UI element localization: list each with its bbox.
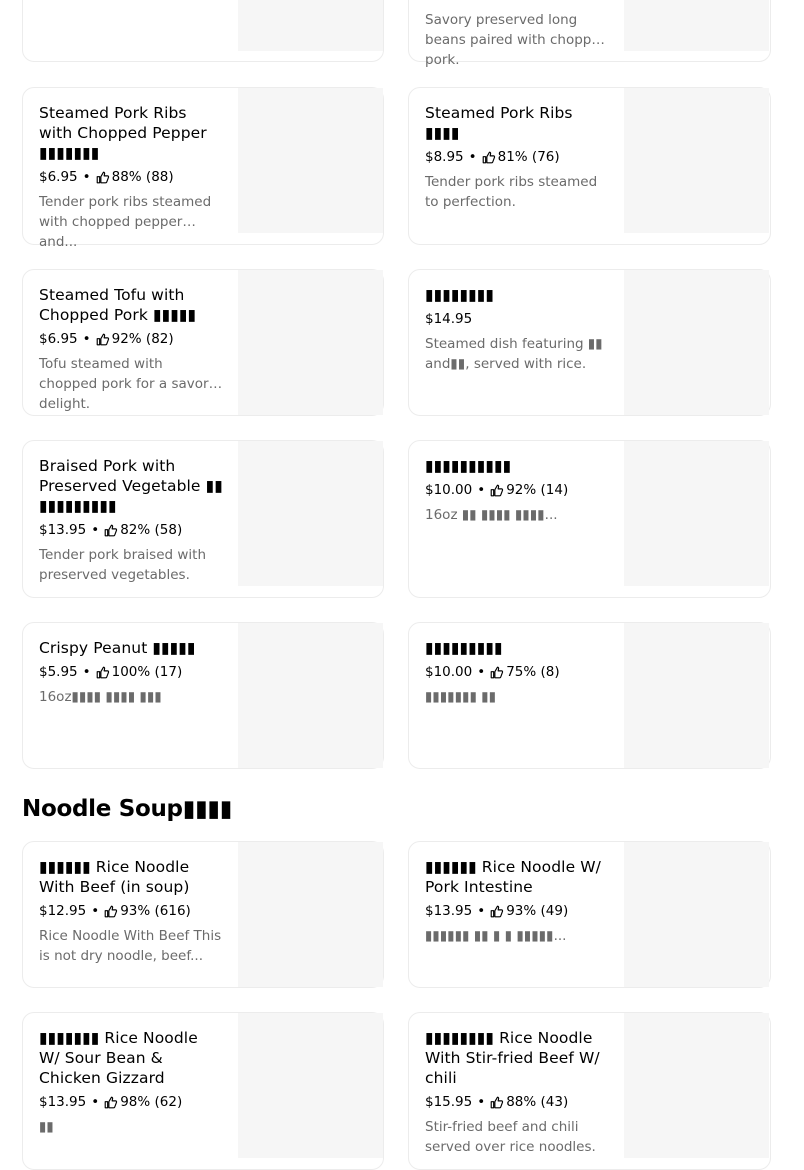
menu-item-price: $5.95 xyxy=(39,664,78,680)
menu-item-meta xyxy=(39,1093,223,1111)
menu-item-name: ▮▮▮▮▮▮ Rice Noodle With Beef (in soup) xyxy=(39,858,190,896)
menu-item-rating: 82% (58) xyxy=(120,522,183,538)
separator-dot: • xyxy=(82,664,91,680)
menu-item-card[interactable] xyxy=(408,440,771,598)
menu-item-name: ▮▮▮▮▮▮▮▮▮▮ xyxy=(425,457,512,475)
thumbs-up-icon xyxy=(490,484,503,497)
menu-item-name: ▮▮▮▮▮▮ Rice Noodle W/ Pork Intestine xyxy=(425,858,601,896)
menu-item-name: Steamed Pork Ribs with Chopped Pepper ▮▮▮▮▮▮▮ xyxy=(39,104,207,162)
menu-item-rating: 93% (616) xyxy=(120,903,191,919)
menu-item-name: ▮▮▮▮▮▮▮▮ Rice Noodle With Stir-fried Beef W/ chili xyxy=(425,1029,600,1087)
thumbs-up-icon xyxy=(482,151,495,164)
menu-item-meta xyxy=(39,168,223,186)
menu-item-description: ▮▮ xyxy=(39,1119,54,1135)
menu-item-image xyxy=(624,270,769,415)
menu-item-image xyxy=(624,1013,769,1158)
menu-item-image xyxy=(624,623,769,768)
menu-item-card[interactable] xyxy=(408,0,771,68)
separator-dot: • xyxy=(91,522,100,538)
menu-item-description: Savory preserved long beans paired with chopped pork. xyxy=(425,12,609,68)
menu-item-price: $8.95 xyxy=(425,149,464,165)
thumbs-up-icon xyxy=(104,524,117,537)
menu-item-description: Rice Noodle With Beef This is not dry noodle, beef... xyxy=(39,928,222,964)
menu-item-rating: 93% (49) xyxy=(506,903,569,919)
menu-item-price: $13.95 xyxy=(425,903,473,919)
separator-dot: • xyxy=(468,149,477,165)
menu-item-card[interactable] xyxy=(22,87,384,250)
menu-item-image xyxy=(624,842,769,987)
menu-item-description: Tender pork braised with preserved vegetables. xyxy=(39,547,207,583)
menu-item-card[interactable] xyxy=(22,841,384,988)
thumbs-up-icon xyxy=(490,666,503,679)
section-title-noodle-soup: Noodle Soup▮▮▮▮ xyxy=(22,796,233,822)
menu-item-description: Tofu steamed with chopped pork for a savory delight. xyxy=(39,356,217,412)
menu-item-description: Tender pork ribs steamed to perfection. xyxy=(425,174,598,210)
menu-item-meta xyxy=(39,902,223,920)
menu-item-name: Braised Pork with Preserved Vegetable ▮▮ ▮▮▮▮▮▮▮▮▮ xyxy=(39,457,223,515)
menu-item-image xyxy=(238,1013,383,1158)
menu-item-name: Crispy Peanut ▮▮▮▮▮ xyxy=(39,639,196,657)
menu-item-rating: 100% (17) xyxy=(111,664,183,680)
separator-dot: • xyxy=(91,1094,100,1110)
menu-item-meta xyxy=(425,663,609,681)
menu-item-description: 16oz▮▮▮▮ ▮▮▮▮ ▮▮▮ xyxy=(39,689,162,705)
menu-item-description: ▮▮▮▮▮▮▮ ▮▮ xyxy=(425,689,497,705)
separator-dot: • xyxy=(477,1094,486,1110)
menu-item-description: Tender pork ribs steamed with chopped pepper and... xyxy=(39,194,212,250)
menu-item-image xyxy=(238,441,383,586)
menu-item-card[interactable] xyxy=(22,269,384,416)
menu-item-name: ▮▮▮▮▮▮▮ Rice Noodle W/ Sour Bean & Chicken Gizzard xyxy=(39,1029,198,1087)
menu-item-name: Steamed Pork Ribs ▮▮▮▮ xyxy=(425,104,573,142)
separator-dot: • xyxy=(477,664,486,680)
menu-item-price: $12.95 xyxy=(39,903,87,919)
thumbs-up-icon xyxy=(104,1096,117,1109)
menu-item-image xyxy=(624,0,769,51)
menu-item-price: $13.95 xyxy=(39,1094,87,1110)
menu-item-rating: 75% (8) xyxy=(506,664,560,680)
separator-dot: • xyxy=(82,169,91,185)
menu-item-price: $6.95 xyxy=(39,169,78,185)
thumbs-up-icon xyxy=(490,905,503,918)
menu-item-price: $6.95 xyxy=(39,331,78,347)
menu-item-image xyxy=(238,270,383,415)
menu-item-price: $14.95 xyxy=(425,311,473,327)
menu-item-meta xyxy=(39,521,223,539)
menu-item-meta xyxy=(425,481,609,499)
thumbs-up-icon xyxy=(96,666,109,679)
menu-item-card[interactable] xyxy=(22,440,384,598)
menu-item-name: Steamed Tofu with Chopped Pork ▮▮▮▮▮ xyxy=(39,286,197,324)
menu-item-name: ▮▮▮▮▮▮▮▮▮ xyxy=(425,639,503,657)
thumbs-up-icon xyxy=(104,905,117,918)
separator-dot: • xyxy=(82,331,91,347)
menu-item-description: 16oz ▮▮ ▮▮▮▮ ▮▮▮▮... xyxy=(425,507,558,523)
menu-item-meta xyxy=(425,902,609,920)
menu-item-price: $10.00 xyxy=(425,482,473,498)
menu-item-price: $10.00 xyxy=(425,664,473,680)
menu-item-card[interactable] xyxy=(408,87,771,245)
menu-item-meta xyxy=(39,663,223,681)
menu-item-image xyxy=(624,441,769,586)
thumbs-up-icon xyxy=(490,1096,503,1109)
separator-dot: • xyxy=(477,482,486,498)
thumbs-up-icon xyxy=(96,333,109,346)
thumbs-up-icon xyxy=(96,171,109,184)
menu-item-card[interactable] xyxy=(22,0,384,62)
menu-item-rating: 81% (76) xyxy=(497,149,560,165)
menu-item-image xyxy=(238,842,383,987)
menu-item-card[interactable] xyxy=(408,1012,771,1170)
menu-item-rating: 92% (14) xyxy=(506,482,569,498)
menu-item-rating: 98% (62) xyxy=(120,1094,183,1110)
menu-item-meta xyxy=(425,1093,609,1111)
menu-item-meta xyxy=(39,330,223,348)
menu-item-image xyxy=(238,623,383,768)
menu-item-rating: 88% (88) xyxy=(111,169,174,185)
menu-item-meta xyxy=(425,310,609,328)
menu-item-rating: 92% (82) xyxy=(111,331,174,347)
menu-item-price: $13.95 xyxy=(39,522,87,538)
menu-item-card[interactable] xyxy=(408,622,771,769)
menu-item-rating: 88% (43) xyxy=(506,1094,569,1110)
menu-item-image xyxy=(238,88,383,233)
menu-item-card[interactable] xyxy=(22,622,384,769)
menu-item-card[interactable] xyxy=(408,269,771,416)
separator-dot: • xyxy=(91,903,100,919)
menu-item-price: $15.95 xyxy=(425,1094,473,1110)
menu-item-description: Stir-fried beef and chili served over rice noodles. xyxy=(425,1119,596,1155)
menu-item-image xyxy=(238,0,383,51)
separator-dot: • xyxy=(477,903,486,919)
menu-item-card[interactable] xyxy=(408,841,771,988)
menu-item-name: ▮▮▮▮▮▮▮▮ xyxy=(425,286,495,304)
menu-item-description: Steamed dish featuring ▮▮ and▮▮, served with rice. xyxy=(425,336,603,372)
menu-item-card[interactable] xyxy=(22,1012,384,1170)
menu-item-image xyxy=(624,88,769,233)
menu-item-description: ▮▮▮▮▮▮ ▮▮ ▮ ▮ ▮▮▮▮▮... xyxy=(425,928,567,944)
menu-item-meta xyxy=(425,148,609,166)
